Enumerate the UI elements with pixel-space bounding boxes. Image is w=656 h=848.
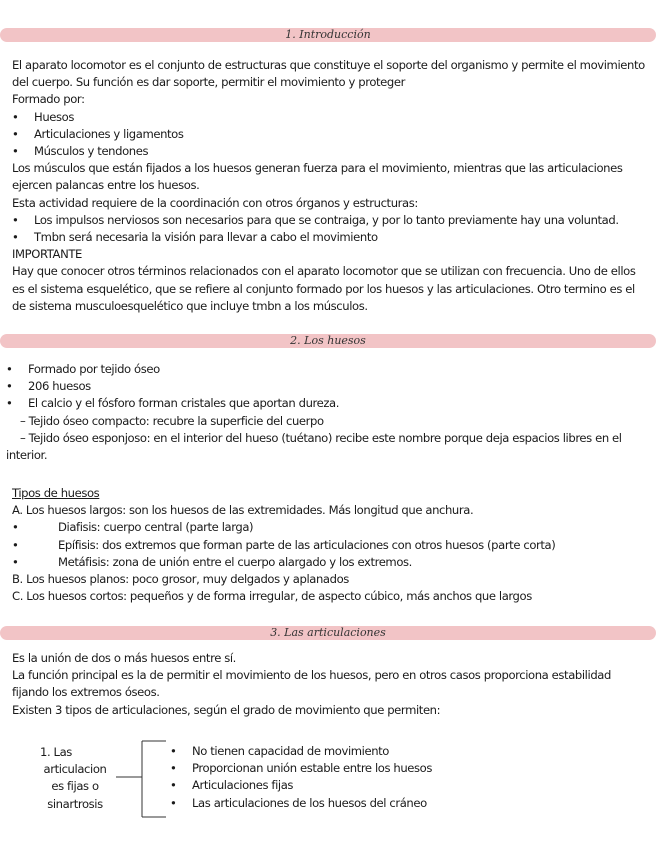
section-title: 2. Los huesos bbox=[290, 334, 366, 347]
paragraph: fijando los extremos óseos. bbox=[12, 685, 160, 700]
sub-item: • Metáfisis: zona de unión entre el cuerpo alargado y los extremos. bbox=[12, 554, 654, 571]
tejido-esponjoso: – Tejido óseo esponjoso: en el interior del hueso (tuétano) recibe este nombre porque deja espacios libres en el bbox=[20, 430, 622, 445]
list-item: • Tmbn será necesaria la visión para llevar a cabo el movimiento bbox=[12, 229, 654, 246]
section-title: 3. Las articulaciones bbox=[270, 626, 386, 639]
paragraph: Esta actividad requiere de la coordinación con otros órganos y estructuras: bbox=[12, 195, 418, 210]
list-item: • 206 huesos bbox=[6, 378, 648, 395]
list-item: • Músculos y tendones bbox=[12, 143, 654, 160]
sub-item: • Diafisis: cuerpo central (parte larga) bbox=[12, 519, 654, 536]
paragraph: es el sistema esquelético, que se refiere al conjunto formado por los huesos y las articulaciones. Otro termino es el bbox=[12, 281, 635, 296]
paragraph: El aparato locomotor es el conjunto de estructuras que constituye el soporte del organismo y permite el movimiento bbox=[12, 58, 645, 72]
list-item: • Las articulaciones de los huesos del cráneo bbox=[170, 795, 432, 812]
list-item: • El calcio y el fósforo forman cristales que aportan dureza. bbox=[6, 395, 648, 412]
paragraph: Formado por: bbox=[12, 92, 85, 107]
huesos-largos: A. Los huesos largos: son los huesos de las extremidades. Más longitud que anchura. bbox=[12, 503, 474, 518]
list-item: • Los impulsos nerviosos son necesarios para que se contraiga, y por lo tanto previamente hay una voluntad. bbox=[12, 212, 654, 229]
list-item: • Proporcionan unión estable entre los huesos bbox=[170, 760, 432, 777]
list-item: • Articulaciones y ligamentos bbox=[12, 126, 654, 143]
list-item: • No tienen capacidad de movimiento bbox=[170, 743, 432, 760]
paragraph: Es la unión de dos o más huesos entre sí. bbox=[12, 651, 236, 665]
tipo1-label: 1. Las articulacion es fijas o sinartrosis bbox=[40, 745, 107, 811]
tipo1-items bbox=[170, 743, 432, 812]
importante-heading: IMPORTANTE bbox=[12, 247, 82, 262]
tejido-compacto: – Tejido óseo compacto: recubre la superficie del cuerpo bbox=[20, 413, 324, 428]
huesos-planos: B. Los huesos planos: poco grosor, muy delgados y aplanados bbox=[12, 572, 349, 587]
paragraph: Existen 3 tipos de articulaciones, según el grado de movimiento que permiten: bbox=[12, 702, 441, 717]
list-item: • Huesos bbox=[12, 109, 654, 126]
paragraph: ejercen palancas entre los huesos. bbox=[12, 178, 200, 193]
section-title: 1. Introducción bbox=[285, 28, 371, 41]
paragraph: La función principal es la de permitir el movimiento de los huesos, pero en otros casos proporciona estabilidad bbox=[12, 668, 611, 683]
sub-item: • Epífisis: dos extremos que forman parte de las articulaciones con otros huesos (parte corta) bbox=[12, 537, 654, 554]
tipos-heading: Tipos de huesos bbox=[12, 486, 100, 500]
paragraph: de sistema musculoesquelético que incluye tmbn a los músculos. bbox=[12, 298, 368, 313]
paragraph: Los músculos que están fijados a los huesos generan fuerza para el movimiento, mientras que las articulaciones bbox=[12, 161, 623, 176]
paragraph: del cuerpo. Su función es dar soporte, permitir el movimiento y proteger bbox=[12, 75, 405, 90]
list-item: • Formado por tejido óseo bbox=[6, 361, 648, 378]
paragraph: Hay que conocer otros términos relacionados con el aparato locomotor que se utilizan con frecuencia. Uno de ellos bbox=[12, 264, 636, 279]
tejido-esponjoso-cont: interior. bbox=[6, 448, 48, 463]
list-item: • Articulaciones fijas bbox=[170, 777, 432, 794]
huesos-cortos: C. Los huesos cortos: pequeños y de forma irregular, de aspecto cúbico, más anchos que largos bbox=[12, 589, 532, 604]
